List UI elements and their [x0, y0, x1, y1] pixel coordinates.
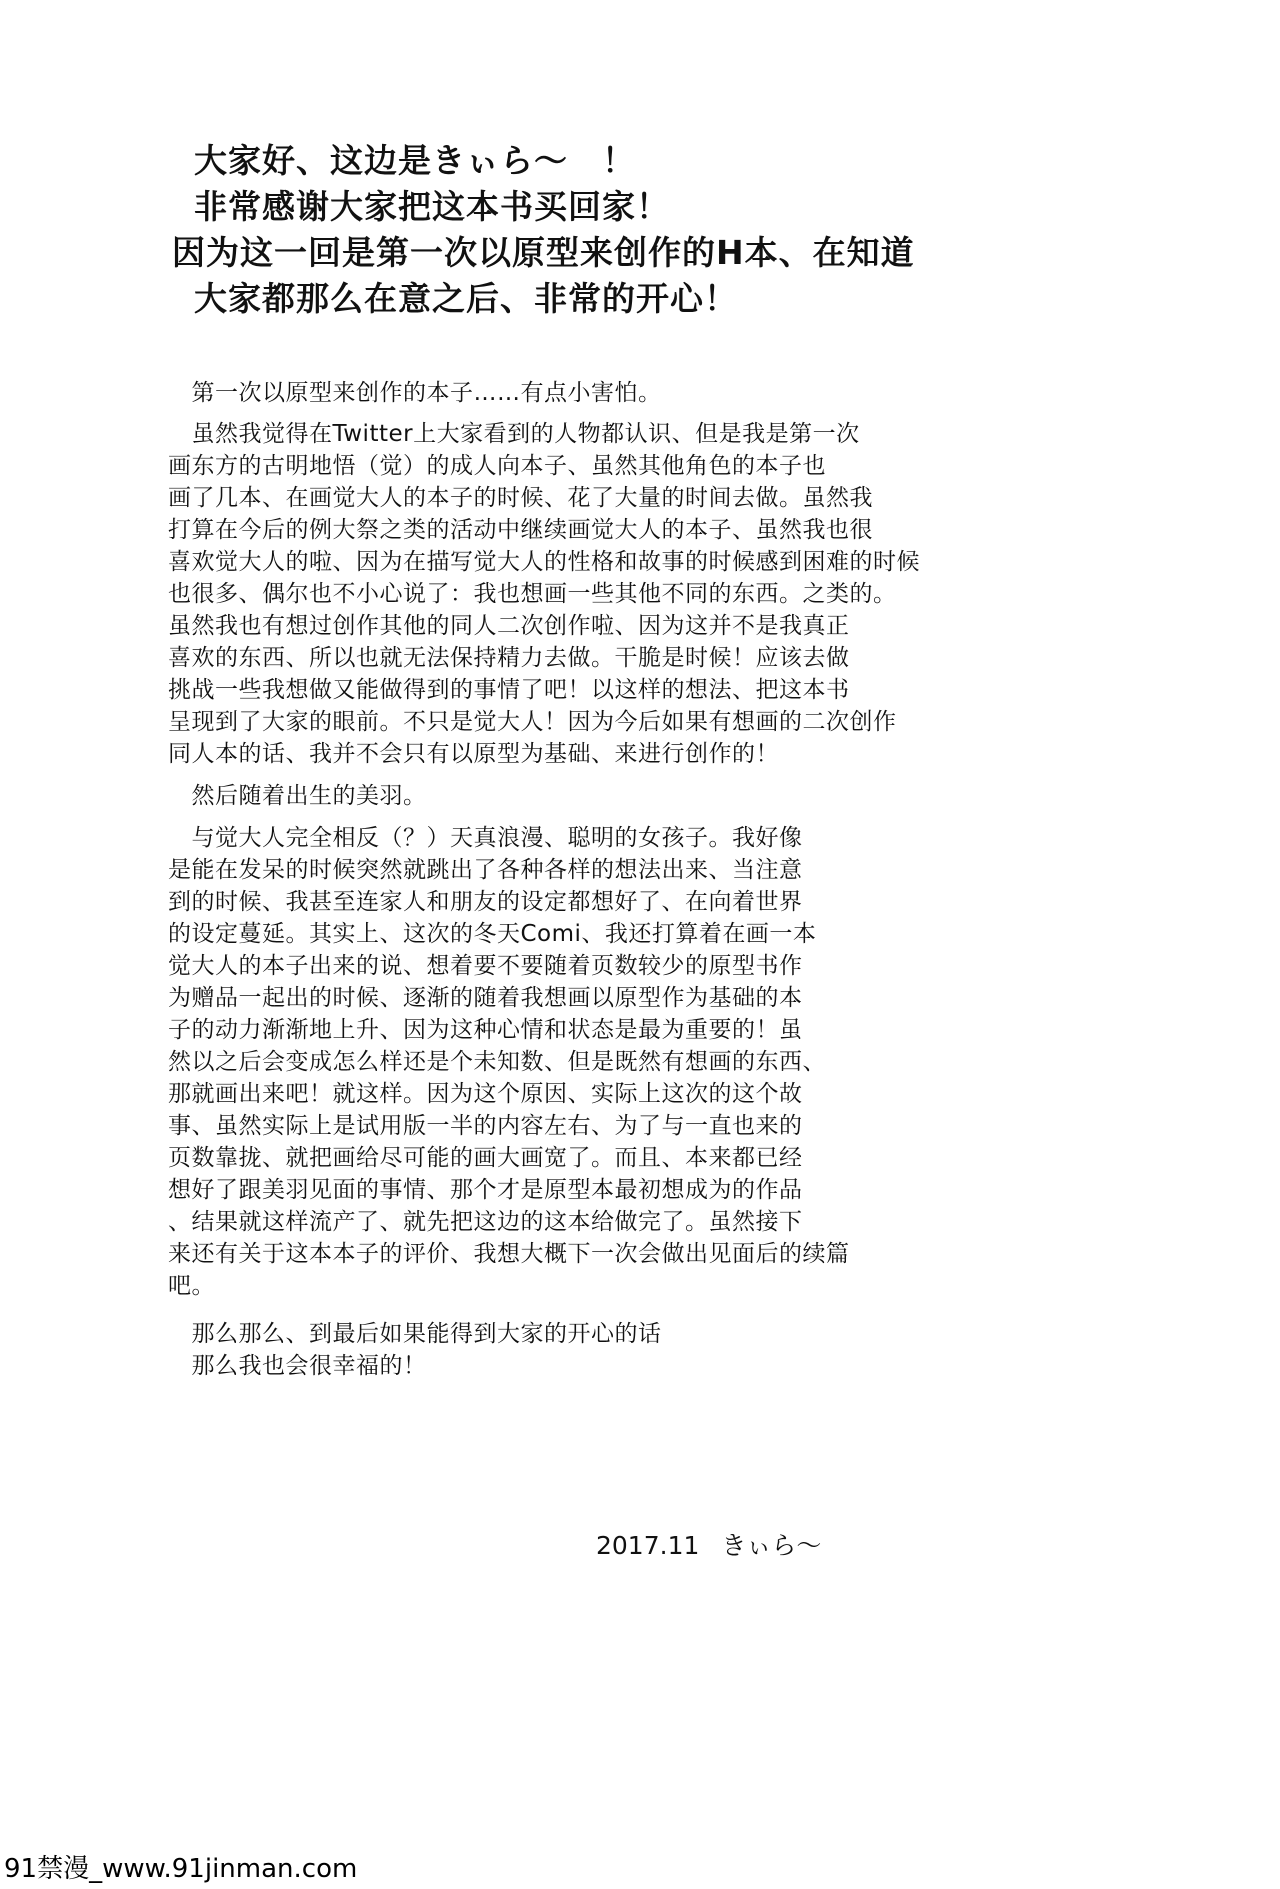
signature-author: きぃら～ [721, 1531, 822, 1560]
paragraph-line: 画东方的古明地悟（觉）的成人向本子、虽然其他角色的本子也 [168, 453, 826, 479]
afterword-heading [172, 138, 1012, 322]
paragraph-line: 吧。 [168, 1273, 215, 1299]
paragraph-line: 页数靠拢、就把画给尽可能的画大画宽了。而且、本来都已经 [168, 1145, 803, 1171]
paragraph-satori [168, 418, 1008, 770]
paragraph-line: 与觉大人完全相反（？）天真浪漫、聪明的女孩子。我好像 [168, 825, 803, 851]
paragraph-line: 觉大人的本子出来的说、想着要不要随着页数较少的原型书作 [168, 953, 803, 979]
paragraph-miu [168, 822, 1008, 1302]
paragraph-line: 子的动力渐渐地上升、因为这种心情和状态是最为重要的！虽 [168, 1017, 803, 1043]
paragraph-line: 、结果就这样流产了、就先把这边的这本给做完了。虽然接下 [168, 1209, 803, 1235]
paragraph-line: 同人本的话、我并不会只有以原型为基础、来进行创作的！ [168, 741, 779, 767]
paragraph-line: 然后随着出生的美羽。 [168, 783, 427, 809]
paragraph-line: 事、虽然实际上是试用版一半的内容左右、为了与一直也来的 [168, 1113, 803, 1139]
signature-date: 2017.11 [596, 1531, 700, 1560]
heading-line: 因为这一回是第一次以原型来创作的H本、在知道 [172, 233, 915, 272]
paragraph-line: 虽然我也有想过创作其他的同人二次创作啦、因为这并不是我真正 [168, 613, 850, 639]
heading-line: 大家好、这边是きぃら～ ！ [194, 141, 636, 180]
paragraph-line: 打算在今后的例大祭之类的活动中继续画觉大人的本子、虽然我也很 [168, 517, 873, 543]
paragraph-line: 喜欢觉大人的啦、因为在描写觉大人的性格和故事的时候感到困难的时候 [168, 549, 920, 575]
paragraph-intro [168, 377, 1008, 409]
paragraph-closing [168, 1318, 1008, 1382]
paragraph-line: 到的时候、我甚至连家人和朋友的设定都想好了、在向着世界 [168, 889, 803, 915]
paragraph-line: 虽然我觉得在Twitter上大家看到的人物都认识、但是我是第一次 [168, 421, 860, 447]
signature [596, 1530, 821, 1562]
paragraph-line: 为赠品一起出的时候、逐渐的随着我想画以原型作为基础的本 [168, 985, 803, 1011]
heading-line: 大家都那么在意之后、非常的开心！ [194, 279, 738, 318]
watermark: 91禁漫_www.91jinman.com [0, 1850, 361, 1888]
paragraph-line: 画了几本、在画觉大人的本子的时候、花了大量的时间去做。虽然我 [168, 485, 873, 511]
paragraph-line: 是能在发呆的时候突然就跳出了各种各样的想法出来、当注意 [168, 857, 803, 883]
paragraph-line: 那么我也会很幸福的！ [168, 1353, 427, 1379]
paragraph-line: 然以之后会变成怎么样还是个未知数、但是既然有想画的东西、 [168, 1049, 826, 1075]
paragraph-line: 第一次以原型来创作的本子……有点小害怕。 [168, 380, 662, 406]
paragraph-line: 来还有关于这本本子的评价、我想大概下一次会做出见面后的续篇 [168, 1241, 850, 1267]
paragraph-line: 呈现到了大家的眼前。不只是觉大人！因为今后如果有想画的二次创作 [168, 709, 897, 735]
paragraph-line: 也很多、偶尔也不小心说了：我也想画一些其他不同的东西。之类的。 [168, 581, 897, 607]
paragraph-line: 那么那么、到最后如果能得到大家的开心的话 [168, 1321, 662, 1347]
paragraph-line: 的设定蔓延。其实上、这次的冬天Comi、我还打算着在画一本 [168, 921, 817, 947]
paragraph-miu-intro [168, 780, 1008, 812]
paragraph-line: 喜欢的东西、所以也就无法保持精力去做。干脆是时候！应该去做 [168, 645, 850, 671]
paragraph-line: 想好了跟美羽见面的事情、那个才是原型本最初想成为的作品 [168, 1177, 803, 1203]
paragraph-line: 挑战一些我想做又能做得到的事情了吧！以这样的想法、把这本书 [168, 677, 850, 703]
paragraph-line: 那就画出来吧！就这样。因为这个原因、实际上这次的这个故 [168, 1081, 803, 1107]
heading-line: 非常感谢大家把这本书买回家！ [194, 187, 670, 226]
